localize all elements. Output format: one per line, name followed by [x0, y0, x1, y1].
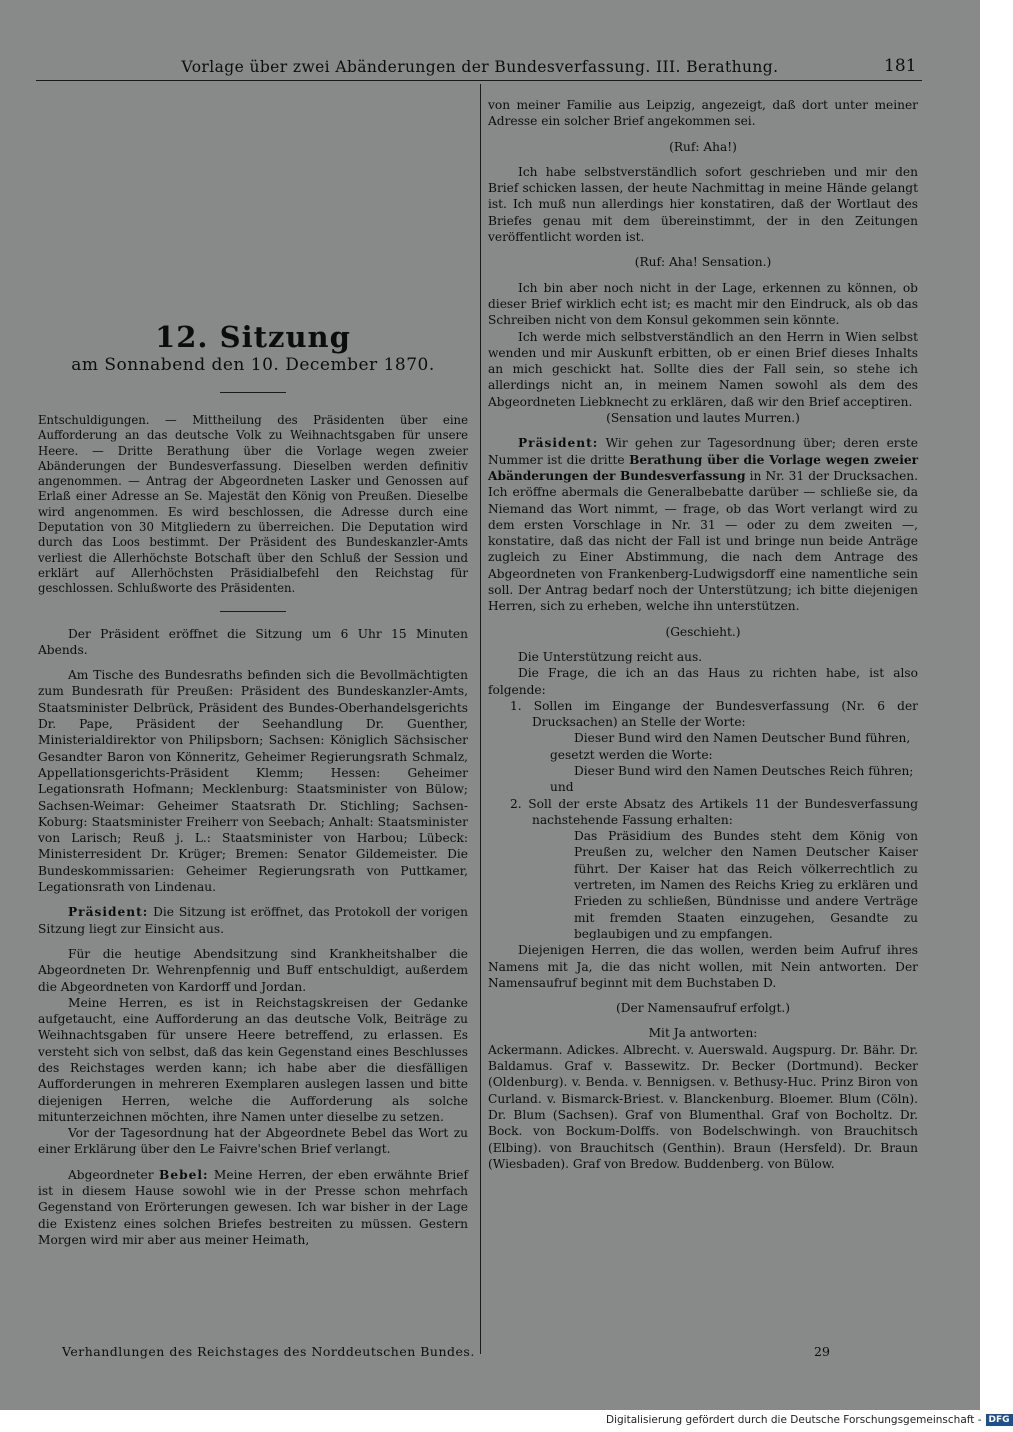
- signature-mark: 29: [814, 1344, 830, 1359]
- quoted-text: Dieser Bund wird den Namen Deutscher Bund führen,: [574, 731, 911, 746]
- bebel-continuation: von meiner Familie aus Leipzig, angezeigt, daß dort unter meiner Adresse ein solcher Brief angekommen sei.: [488, 98, 918, 129]
- speaker-president: Präsident:: [518, 436, 599, 451]
- list-text: und: [550, 780, 574, 795]
- bebel-prefix: Abgeordneter: [68, 1167, 160, 1182]
- funding-credit: [606, 1414, 1013, 1426]
- president-text: in Nr. 31 der Drucksachen. Ich eröffne abermals die Generalbebatte darüber — schließe sie, da Niemand das Wort nimmt, — frage, ob das Wort verlangt wird zu dem ersten Vorschlage in Nr. 31 — oder zu dem zweiten —, konstatire, daß das nicht der Fall ist und bringe nun beide Anträge zugleich zu Einer Abstimmung, die nach dem Antrage des Abgeordneten von Frankenberg-Ludwigsdorff eine namentliche sein soll. Der Antrag bedarf noch der Unterstützung; ich bitte diejenigen Herren, sich zu erheben, welche ihn unterstützen.: [488, 468, 919, 614]
- publication-footer: Verhandlungen des Reichstages des Norddeutschen Bundes.: [62, 1344, 475, 1359]
- interjection: (Der Namensaufruf erfolgt.): [615, 1001, 791, 1016]
- left-column: [38, 320, 468, 1248]
- opening-paragraph: Der Präsident eröffnet die Sitzung um 6 Uhr 15 Minuten Abends.: [38, 626, 468, 657]
- letter-paragraph: Ich habe selbstverständlich sofort geschrieben und mir den Brief schicken lassen, der heute Nachmittag in meine Hände gelangt ist. Ich muß nun allerdings hier konstatiren, daß der Wortlaut des Briefes genau mit dem übereinstimmt, der in den Zeitungen veröffentlicht worden ist.: [488, 164, 918, 245]
- quoted-text: Das Präsidium des Bundes steht dem König von Preußen zu, welcher den Namen Deutscher Kaiser führt. Der Kaiser hat das Reich völkerrechtlich zu vertreten, im Namen des Reichs Krieg zu erklären und Frieden zu schließen, Bündnisse und andere Verträge mit fremden Staaten einzugehen, Gesandte zu beglaubigen und zu empfangen.: [574, 829, 918, 941]
- yes-voters-list: Ackermann. Adickes. Albrecht. v. Auerswald. Augspurg. Dr. Bähr. Dr. Baldamus. Graf v. Bassewitz. Dr. Becker (Dortmund). Becker (Oldenburg). v. Benda. v. Bennigsen. v. Bethusy-Huc. Prinz Biron von Curland. v. Bismarck-Briest. v. Blanckenburg. Bloemer. Blum (Cöln). Dr. Blum (Sachsen). Graf von Blumenthal. Graf von Bocholtz. Dr. Bock. von Bockum-Dolffs. von Bodelschwingh. von Brauchitsch (Elbing). von Brauchitsch (Genthin). Braun (Hersfeld). Dr. Braun (Wiesbaden). Graf von Bredow. Buddenberg. von Bülow.: [488, 1042, 918, 1171]
- credit-text: Digitalisierung gefördert durch die Deutsche Forschungsgemeinschaft -: [606, 1414, 982, 1426]
- yes-heading: Mit Ja antworten:: [648, 1026, 758, 1041]
- interjection: (Ruf: Aha! Sensation.): [634, 255, 772, 270]
- president-agenda-paragraph: [488, 435, 918, 614]
- interjection: (Ruf: Aha!): [669, 139, 737, 154]
- interjection: (Geschieht.): [665, 624, 741, 639]
- bundesrath-paragraph: Am Tische des Bundesraths befinden sich die Bevollmächtigten zum Bundesrath für Preußen: Präsident des Bundeskanzler-Amts, Staatsminister Delbrück, Präsident des Bundes-Oberhandelsgerichts Dr. Pape, Präsident der Seehandlung Dr. Guenther, Ministerialdirektor von Philipsborn; Sachsen: Königlich Sächsischer Gesandter Baron von Könneritz, Geheimer Regierungsrath Schmalz, Appellationsgerichts-Präsident Klemm; Hessen: Geheimer Legationsrath Hofmann; Mecklenburg: Staatsminister von Bülow; Sachsen-Weimar: Geheimer Staatsrath Dr. Stichling; Sachsen-Koburg: Staatsminister Freiherr von Seebach; Anhalt: Staatsminister von Larisch; Reuß j. L.: Staatsminister von Harbou; Lübeck: Ministerresident Dr. Krüger; Bremen: Senator Gildemeister. Die Bundeskommissarien: Geheimer Regierungsrath von Puttkamer, Legationsrath von Lindenau.: [38, 668, 468, 895]
- summary-rule: [220, 611, 286, 612]
- list-text: gesetzt werden die Worte:: [550, 747, 713, 762]
- appeal-paragraph: Meine Herren, es ist in Reichstagskreisen der Gedanke aufgetaucht, eine Aufforderung an das deutsche Volk, Beiträge zu Weihnachtsgaben für unsere Heere betreffend, zu erlassen. Es versteht sich von selbst, daß das kein Gegenstand eines Beschlusses des Reichstages werden kann; ich habe aber die diesfälligen Aufforderungen in mehreren Exemplaren auslegen lassen und bitte diejenigen Herren, welche die Aufforderung als solche mitunterzeichnen möchten, ihre Namen unter dieselbe zu setzen.: [38, 995, 468, 1124]
- interjection: (Sensation und lautes Murren.): [606, 411, 800, 426]
- president-text: Wir gehen zur Tagesordnung über; deren erste Nummer ist die dritte: [488, 436, 918, 467]
- speaker-bebel: Bebel:: [159, 1167, 209, 1182]
- dfg-logo-icon: DFG: [986, 1414, 1013, 1426]
- support-line: Die Unterstützung reicht aus.: [518, 649, 703, 664]
- president-paragraph: [38, 904, 468, 937]
- page-number: 181: [884, 56, 917, 76]
- vote-instruction: Diejenigen Herren, die das wollen, werden beim Aufruf ihres Namens mit Ja, die das nicht wollen, mit Nein antworten. Der Namensaufruf beginnt mit dem Buchstaben D.: [488, 943, 918, 990]
- header-rule: [36, 80, 922, 81]
- agenda-paragraph: Vor der Tagesordnung hat der Abgeordnete Bebel das Wort zu einer Erklärung über den Le Faivre'schen Brief verlangt.: [38, 1126, 468, 1157]
- session-summary: Entschuldigungen. — Mittheilung des Präsidenten über eine Aufforderung an das deutsche Volk zu Weihnachtsgaben für unsere Heere. — Dritte Berathung über die Vorlage wegen zweier Abänderungen der Bundesverfassung. Dieselben werden definitiv angenommen. — Antrag der Abgeordneten Lasker und Genossen auf Erlaß einer Adresse an Se. Majestät den König von Preußen. Dieselbe wird angenommen. Es wird beschlossen, die Adresse durch eine Deputation von 30 Mitgliedern zu überreichen. Die Deputation wird durch das Loos bestimmt. Der Präsident des Bundeskanzler-Amts verliest die Allerhöchste Botschaft über den Schluß der Session und erklärt auf Allerhöchsten Präsidialbefehl den Reichstag für geschlossen. Schlußworte des Präsidenten.: [38, 413, 468, 596]
- doubt-paragraph: Ich bin aber noch nicht in der Lage, erkennen zu können, ob dieser Brief wirklich echt ist; es macht mir den Eindruck, als ob das Schreiben nicht von dem Konsul gekommen sein könnte.: [488, 280, 918, 328]
- vienna-paragraph: Ich werde mich selbstverständlich an den Herrn in Wien selbst wenden und mir Auskunft erbitten, ob er einen Brief dieses Inhalts an mich geschickt hat. Sollte dies der Fall sein, so stehe ich allerdings nicht an, in meinem Namen sowohl als dem des Abgeordneten Liebknecht zu erklären, daß wir den Brief acceptiren.: [488, 329, 918, 409]
- agenda-item: Berathung über die Vorlage wegen zweier Abänderungen der Bundesverfassung: [488, 452, 918, 483]
- question-line: Die Frage, die ich an das Haus zu richten habe, ist also folgende:: [488, 666, 918, 697]
- bebel-text: Meine Herren, der eben erwähnte Brief ist in diesem Hause sowohl wie in der Presse schon mehrfach Gegenstand von Erörterungen gewesen. Ich war bisher in der Lage die Existenz eines solchen Briefes bestreiten zu müssen. Gestern Morgen wird mir aber aus meiner Heimath,: [38, 1167, 468, 1247]
- speaker-president: Präsident:: [68, 905, 149, 920]
- column-divider: [480, 84, 481, 1354]
- session-date: am Sonnabend den 10. December 1870.: [71, 355, 435, 375]
- running-header: Vorlage über zwei Abänderungen der Bundesverfassung. III. Berathung.: [181, 58, 779, 76]
- question-item-1: 1. Sollen im Eingange der Bundesverfassung (Nr. 6 der Drucksachen) an Stelle der Worte:: [510, 698, 918, 730]
- president-text: Die Sitzung ist eröffnet, das Protokoll der vorigen Sitzung liegt zur Einsicht aus.: [38, 905, 468, 936]
- title-rule: [220, 392, 286, 393]
- session-title: 12. Sitzung: [155, 320, 351, 354]
- excuse-paragraph: Für die heutige Abendsitzung sind Krankheitshalber die Abgeordneten Dr. Wehrenpfennig und Buff entschuldigt, außerdem die Abgeordneten von Kardorff und Jordan.: [38, 946, 468, 994]
- question-item-2: 2. Soll der erste Absatz des Artikels 11 der Bundesverfassung nachstehende Fassung erhalten:: [510, 796, 918, 827]
- right-column: [488, 97, 918, 1172]
- bebel-paragraph: [38, 1167, 468, 1248]
- quoted-text: Dieser Bund wird den Namen Deutsches Reich führen;: [574, 763, 914, 778]
